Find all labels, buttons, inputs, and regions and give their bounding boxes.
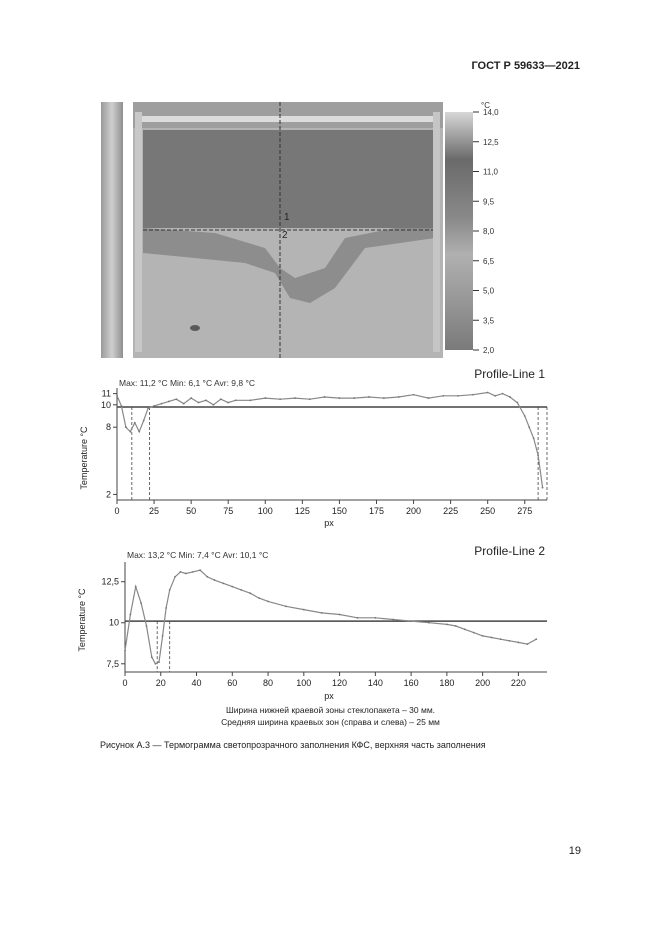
- data-point: [258, 597, 260, 599]
- data-point: [309, 398, 311, 400]
- data-point: [180, 571, 182, 573]
- data-point: [147, 407, 149, 409]
- data-point: [125, 426, 127, 428]
- data-point: [410, 620, 412, 622]
- data-point: [264, 397, 266, 399]
- data-point: [528, 426, 530, 428]
- left-edge-line: [135, 112, 142, 352]
- data-point: [129, 614, 131, 616]
- x-tick-label: 250: [480, 506, 496, 516]
- data-point: [457, 395, 459, 397]
- left-frame-strip: [101, 102, 123, 358]
- data-point: [285, 605, 287, 607]
- data-point: [392, 619, 394, 621]
- x-tick-label: 200: [475, 678, 491, 688]
- data-point: [124, 650, 126, 652]
- x-tick-label: 160: [403, 678, 419, 688]
- data-point: [198, 402, 200, 404]
- data-point: [353, 397, 355, 399]
- data-point: [116, 395, 118, 397]
- x-tick-label: 125: [294, 506, 310, 516]
- data-point: [413, 394, 415, 396]
- data-point: [279, 398, 281, 400]
- right-edge-line: [433, 112, 440, 352]
- y-tick-label: 8: [105, 422, 111, 433]
- data-point: [185, 573, 187, 575]
- data-point: [206, 576, 208, 578]
- x-tick-label: 40: [191, 678, 202, 688]
- data-point: [339, 397, 341, 399]
- data-point: [526, 643, 528, 645]
- data-point: [500, 638, 502, 640]
- x-tick-label: 80: [263, 678, 274, 688]
- x-tick-label: 220: [510, 678, 526, 688]
- y-tick-label: 2: [105, 489, 111, 500]
- scale-tick-label: 6,5: [483, 256, 495, 266]
- data-point: [509, 640, 511, 642]
- x-tick-label: 0: [114, 506, 120, 516]
- data-point: [455, 625, 457, 627]
- data-point: [250, 399, 252, 401]
- chart2-stats: Max: 13,2 °C Min: 7,4 °C Avr: 10,1 °C: [127, 550, 269, 560]
- data-point: [509, 396, 511, 398]
- scale-ticks: [473, 108, 499, 355]
- data-point: [487, 392, 489, 394]
- data-point: [190, 397, 192, 399]
- data-point: [482, 635, 484, 637]
- data-point: [324, 396, 326, 398]
- data-point: [138, 431, 140, 433]
- data-point: [516, 402, 518, 404]
- data-point: [174, 576, 176, 578]
- x-tick-label: 180: [439, 678, 455, 688]
- marker-1: 1: [284, 212, 290, 223]
- data-point: [368, 396, 370, 398]
- x-tick-label: 275: [517, 506, 533, 516]
- x-tick-label: 175: [368, 506, 384, 516]
- figure-caption: Рисунок А.3 — Термограмма светопрозрачного заполнения КФС, верхняя часть заполнения: [100, 740, 486, 750]
- data-point: [442, 395, 444, 397]
- chart2-title: Profile-Line 2: [474, 544, 545, 558]
- chart2-xlabel: px: [324, 691, 334, 701]
- data-point: [464, 628, 466, 630]
- x-tick-label: 100: [296, 678, 312, 688]
- note-line-2: Средняя ширина краевых зон (справа и слева) – 25 мм: [221, 717, 440, 727]
- data-point: [427, 397, 429, 399]
- x-tick-label: 25: [149, 506, 160, 516]
- y-tick-label: 11: [101, 388, 111, 399]
- data-point: [446, 623, 448, 625]
- x-tick-label: 50: [186, 506, 197, 516]
- y-tick-label: 7,5: [106, 658, 119, 669]
- data-point: [502, 393, 504, 395]
- data-point: [398, 396, 400, 398]
- scale-tick-label: 5,0: [483, 286, 495, 296]
- x-tick-label: 140: [367, 678, 383, 688]
- chart2-plot: [101, 562, 547, 688]
- data-point: [473, 632, 475, 634]
- standard-number: ГОСТ Р 59633—2021: [471, 60, 580, 72]
- data-point: [151, 656, 153, 658]
- data-point: [494, 395, 496, 397]
- scale-tick-label: 11,0: [483, 167, 498, 177]
- data-point: [235, 399, 237, 401]
- y-tick-label: 10: [108, 617, 119, 628]
- x-tick-label: 100: [257, 506, 273, 516]
- scale-tick-label: 8,0: [483, 227, 495, 236]
- data-point: [428, 622, 430, 624]
- note-line-1: Ширина нижней краевой зоны стеклопакета – 30 мм.: [225, 705, 436, 715]
- data-point: [374, 617, 376, 619]
- thermogram: [95, 98, 515, 363]
- data-point: [153, 405, 155, 407]
- data-point: [517, 642, 519, 644]
- data-point: [533, 438, 535, 440]
- chart1-plot: [101, 388, 547, 516]
- data-point: [321, 612, 323, 614]
- x-tick-label: 0: [122, 678, 128, 688]
- x-tick-label: 200: [406, 506, 422, 516]
- scale-tick-label: 14,0: [483, 108, 499, 117]
- y-tick-label: 12,5: [101, 576, 119, 587]
- data-point: [491, 637, 493, 639]
- data-point: [140, 602, 142, 604]
- profile-line-1-chart: [75, 368, 555, 533]
- data-point: [199, 569, 201, 571]
- profile-line-2-chart: [75, 540, 555, 705]
- x-tick-label: 75: [223, 506, 234, 516]
- data-point: [249, 592, 251, 594]
- chart1-xlabel: px: [324, 518, 334, 528]
- data-point: [121, 405, 123, 407]
- color-scale-bar: [445, 112, 473, 350]
- data-point: [537, 454, 539, 456]
- data-point: [143, 420, 145, 422]
- data-point: [154, 663, 156, 665]
- x-tick-label: 120: [332, 678, 348, 688]
- data-point: [169, 589, 171, 591]
- data-point: [165, 607, 167, 609]
- data-point: [383, 397, 385, 399]
- data-point: [303, 609, 305, 611]
- dark-spot: [190, 325, 200, 331]
- data-point: [135, 586, 137, 588]
- data-point: [472, 394, 474, 396]
- page-number: 19: [568, 845, 581, 857]
- data-point: [214, 579, 216, 581]
- data-point: [535, 638, 537, 640]
- x-tick-label: 150: [331, 506, 347, 516]
- top-bright-line: [140, 116, 436, 122]
- scale-tick-label: 9,5: [483, 197, 495, 207]
- data-point: [339, 614, 341, 616]
- data-point: [161, 403, 163, 405]
- scale-unit: °C: [481, 101, 490, 110]
- data-point: [162, 635, 164, 637]
- data-point: [294, 397, 296, 399]
- data-point: [524, 415, 526, 417]
- data-point: [134, 422, 136, 424]
- data-point: [212, 404, 214, 406]
- temperature-series-line: [125, 570, 536, 664]
- data-point: [205, 399, 207, 401]
- data-point: [192, 571, 194, 573]
- scale-tick-label: 12,5: [483, 137, 499, 147]
- chart1-ylabel: Temperature °C: [79, 426, 89, 490]
- data-point: [168, 401, 170, 403]
- scale-tick-label: 3,5: [483, 316, 495, 326]
- x-tick-label: 20: [155, 678, 166, 688]
- data-point: [542, 487, 544, 489]
- top-edge-zone: [133, 102, 443, 128]
- chart2-ylabel: Temperature °C: [77, 588, 87, 652]
- data-point: [222, 582, 224, 584]
- marker-2: 2: [282, 230, 288, 241]
- x-tick-label: 60: [227, 678, 238, 688]
- data-point: [158, 661, 160, 663]
- data-point: [240, 589, 242, 591]
- x-tick-label: 225: [443, 506, 459, 516]
- data-point: [175, 398, 177, 400]
- data-point: [227, 402, 229, 404]
- data-point: [267, 601, 269, 603]
- data-point: [231, 586, 233, 588]
- chart1-title: Profile-Line 1: [474, 368, 545, 381]
- chart1-stats: Max: 11,2 °C Min: 6,1 °C Avr: 9,8 °C: [119, 378, 256, 388]
- data-point: [183, 403, 185, 405]
- scale-tick-label: 2,0: [483, 346, 495, 355]
- data-point: [129, 431, 131, 433]
- data-point: [146, 625, 148, 627]
- data-point: [357, 617, 359, 619]
- data-point: [220, 398, 222, 400]
- y-tick-label: 10: [100, 399, 111, 410]
